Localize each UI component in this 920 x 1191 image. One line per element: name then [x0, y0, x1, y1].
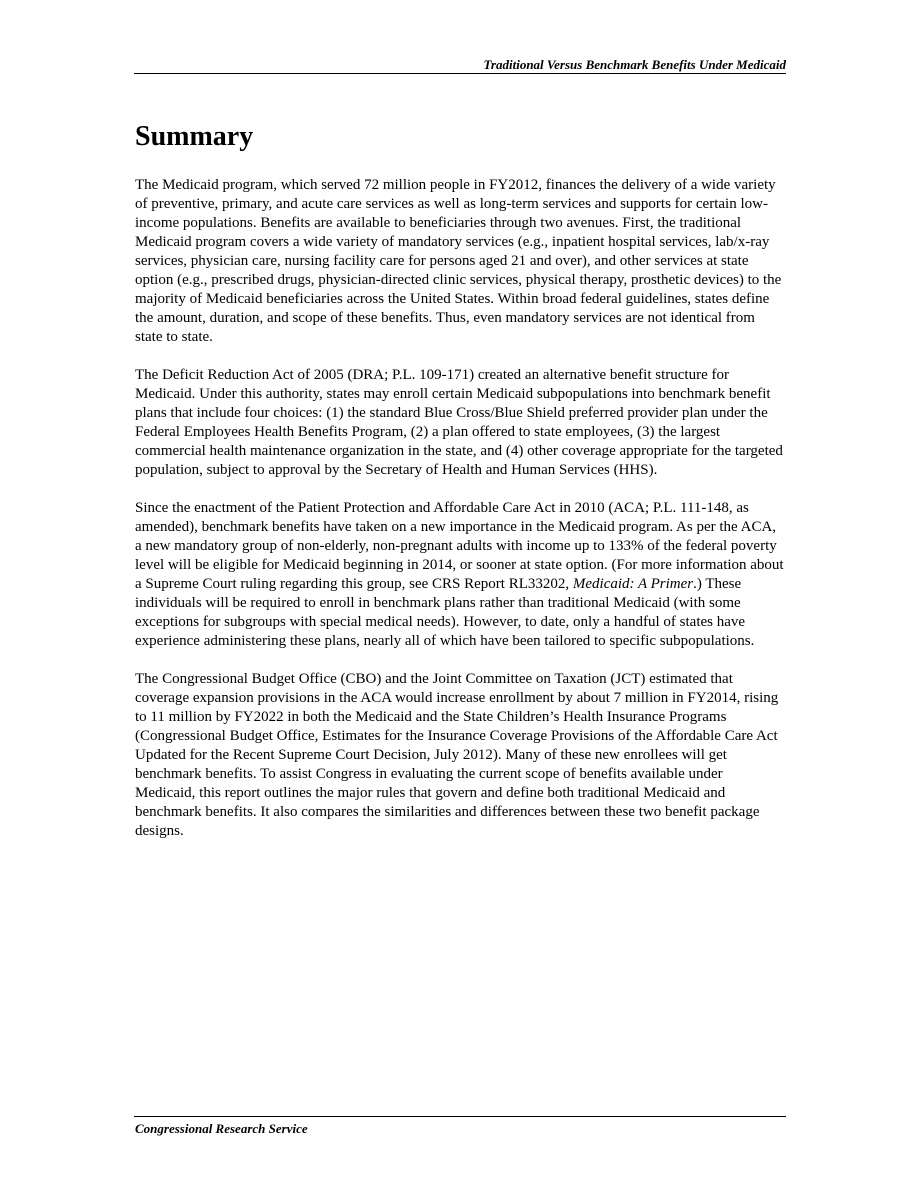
- running-footer: Congressional Research Service: [135, 1121, 308, 1136]
- paragraph-medicaid-overview: The Medicaid program, which served 72 million people in FY2012, finances the delivery of a wide variety of preventive, primary, and acute care services as well as long-term services and supports for certain low-income populations. Benefits are available to beneficiaries through two avenues. First, the traditional Medicaid program covers a wide variety of mandatory services (e.g., inpatient hospital services, lab/x-ray services, physician care, nursing facility care for persons aged 21 and over), and other services at state option (e.g., prescribed drugs, physician-directed clinic services, physical therapy, prosthetic devices) to the majority of Medicaid beneficiaries across the United States. Within broad federal guidelines, states define the amount, duration, and scope of these benefits. Thus, even mandatory services are not identical from state to state.: [135, 177, 782, 345]
- paragraph-aca-importance: [135, 499, 785, 651]
- paragraph-aca-text-after: .) These individuals will be required to enroll in benchmark plans rather than traditional Medicaid (with some exceptions for subgroups with special medical needs). However, to date, only a handful of states have experience administering these plans, nearly all of which have been tailored to specific subpopulations.: [135, 576, 755, 649]
- footer-divider: [134, 1116, 786, 1117]
- header-divider: [134, 73, 786, 74]
- paragraph-cbo-estimates: The Congressional Budget Office (CBO) and the Joint Committee on Taxation (JCT) estimated that coverage expansion provisions in the ACA would increase enrollment by about 7 million in FY2014, rising to 11 million by FY2022 in both the Medicaid and the State Children’s Health Insurance Programs (Congressional Budget Office, Estimates for the Insurance Coverage Provisions of the Affordable Care Act Updated for the Recent Supreme Court Decision, July 2012). Many of these new enrollees will get benchmark benefits. To assist Congress in evaluating the current scope of benefits available under Medicaid, this report outlines the major rules that govern and define both traditional Medicaid and benchmark benefits. It also compares the similarities and differences between these two benefit package designs.: [135, 671, 779, 839]
- paragraph-aca-text-before: Since the enactment of the Patient Protection and Affordable Care Act in 2010 (ACA; P.L. 111-148, as amended), benchmark benefits have taken on a new importance in the Medicaid program. As per the ACA, a new mandatory group of non-elderly, non-pregnant adults with income up to 133% of the federal poverty level will be eligible for Medicaid beginning in 2014, or sooner at state option. (For more information about a Supreme Court ruling regarding this group, see CRS Report RL33202,: [135, 500, 784, 592]
- summary-body: [135, 176, 785, 860]
- paragraph-dra-benchmark: The Deficit Reduction Act of 2005 (DRA; P.L. 109-171) created an alternative benefit structure for Medicaid. Under this authority, states may enroll certain Medicaid subpopulations into benchmark benefit plans that include four choices: (1) the standard Blue Cross/Blue Shield preferred provider plan under the Federal Employees Health Benefits Program, (2) a plan offered to state employees, (3) the largest commercial health maintenance organization in the state, and (4) other coverage appropriate for the targeted population, subject to approval by the Secretary of Health and Human Services (HHS).: [135, 367, 783, 478]
- report-title-italic: Medicaid: A Primer: [572, 576, 694, 592]
- running-header: Traditional Versus Benchmark Benefits Under Medicaid: [483, 57, 786, 72]
- page-title: Summary: [135, 121, 254, 152]
